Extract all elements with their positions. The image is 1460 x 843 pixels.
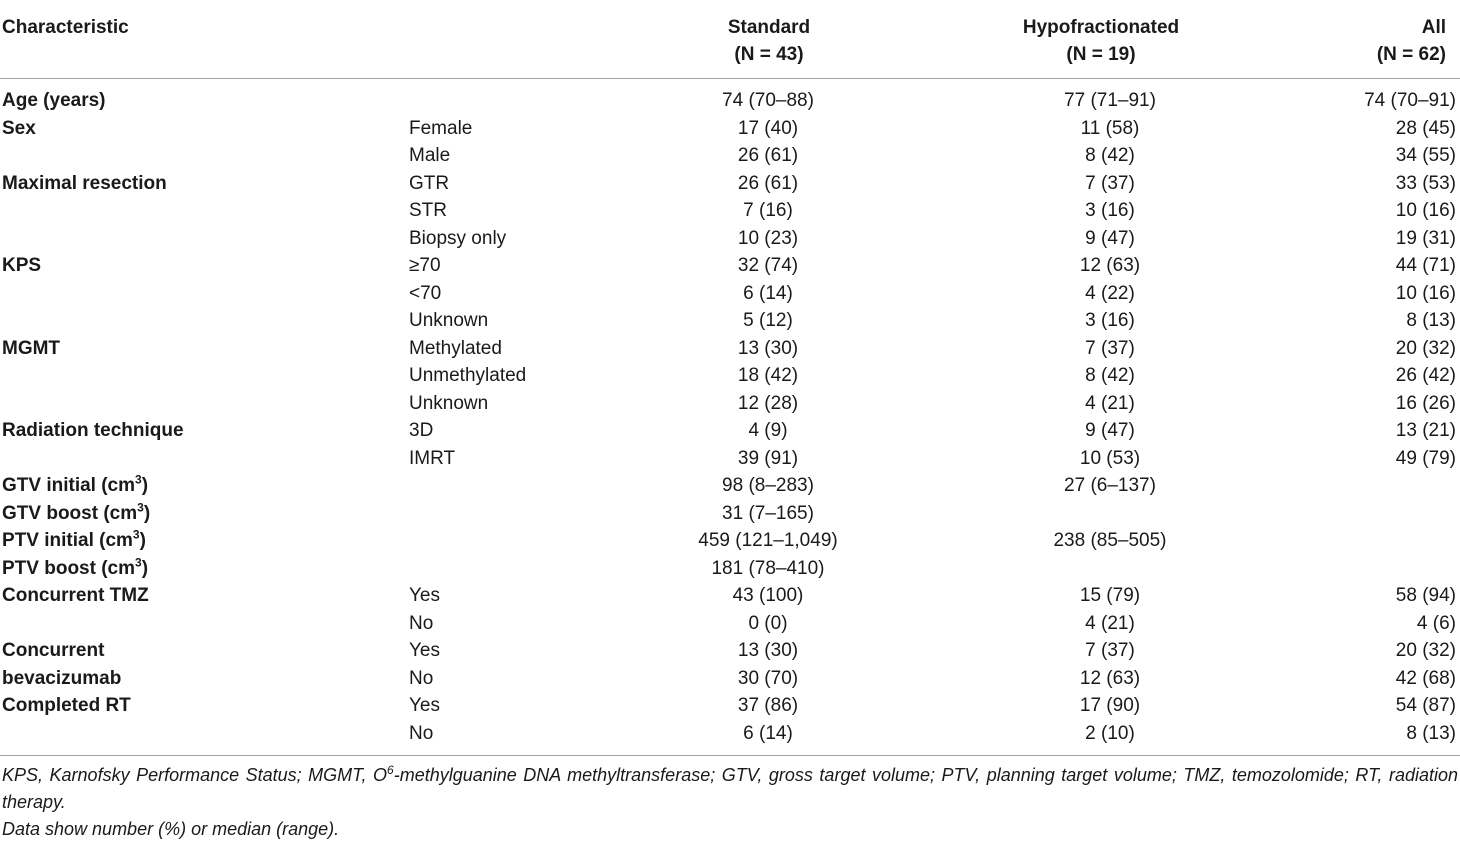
hypofractionated-value: 11 (58) <box>1080 117 1140 139</box>
characteristic-label: GTV boost (cm <box>2 502 138 524</box>
all-value: 26 (42) <box>1395 365 1456 386</box>
table-row <box>0 197 1460 225</box>
subcategory-cell: 3D <box>409 420 434 441</box>
hypofractionated-value: 17 (90) <box>1079 695 1141 716</box>
characteristic-cell <box>0 555 405 583</box>
header-standard-label: Standard <box>727 17 811 38</box>
abbrev-text-a: KPS, Karnofsky Performance Status; MGMT, O <box>2 765 388 785</box>
hypofractionated-value <box>920 555 1280 583</box>
table-row <box>0 335 1460 363</box>
characteristic-cell <box>0 252 405 280</box>
characteristic-label: Sex <box>2 117 36 139</box>
hypofractionated-value: 238 (85–505) <box>1053 530 1167 551</box>
hypofractionated-value: 12 (63) <box>1079 667 1141 689</box>
all-value: 8 (13) <box>1406 310 1456 331</box>
subcategory-cell <box>405 472 616 500</box>
characteristic-label-end: ) <box>141 475 149 496</box>
subcategory-cell: No <box>409 667 434 689</box>
hypofractionated-value: 3 (16) <box>1085 310 1135 331</box>
standard-value: 39 (91) <box>737 447 799 469</box>
header-all-label: All <box>1421 17 1446 38</box>
all-value: 74 (70–91) <box>1364 90 1456 111</box>
standard-value: 18 (42) <box>737 365 799 386</box>
characteristic-label: KPS <box>2 255 42 276</box>
all-value: 33 (53) <box>1395 172 1456 194</box>
hypofractionated-value <box>920 500 1280 528</box>
standard-value: 32 (74) <box>737 255 799 276</box>
characteristic-label: Concurrent <box>2 640 105 661</box>
subcategory-cell: Yes <box>409 695 440 716</box>
characteristic-cell <box>0 527 405 555</box>
all-value: 8 (13) <box>1406 722 1456 744</box>
characteristic-label: Maximal resection <box>2 172 167 194</box>
header-hypo-n: (N = 19) <box>1066 44 1136 65</box>
table-row <box>0 170 1460 198</box>
header-standard <box>616 2 920 79</box>
table-row <box>0 225 1460 253</box>
table-row <box>0 692 1460 720</box>
standard-value: 31 (7–165) <box>722 502 814 524</box>
all-value: 20 (32) <box>1395 337 1456 359</box>
standard-value: 17 (40) <box>737 117 799 139</box>
hypofractionated-value: 4 (21) <box>1085 612 1135 634</box>
header-characteristic: Characteristic <box>2 17 129 38</box>
all-value: 10 (16) <box>1395 200 1456 221</box>
characteristic-cell <box>0 500 405 528</box>
characteristic-cell <box>0 692 405 720</box>
characteristic-cell <box>0 610 405 638</box>
all-value: 20 (32) <box>1395 640 1456 661</box>
subcategory-cell <box>405 555 616 583</box>
standard-value: 181 (78–410) <box>711 557 825 579</box>
characteristic-label: MGMT <box>2 337 61 359</box>
characteristic-label-end: ) <box>143 502 151 524</box>
table-body <box>0 79 1460 756</box>
header-hypo-label: Hypofractionated <box>1022 17 1180 38</box>
all-value: 19 (31) <box>1395 227 1456 249</box>
standard-value: 12 (28) <box>737 392 799 414</box>
table-row <box>0 280 1460 308</box>
hypofractionated-value: 8 (42) <box>1085 365 1135 386</box>
all-value: 13 (21) <box>1395 420 1456 441</box>
characteristic-label: Completed RT <box>2 695 131 716</box>
table-row <box>0 637 1460 665</box>
characteristic-label: Concurrent TMZ <box>2 585 149 606</box>
table-row <box>0 417 1460 445</box>
characteristic-cell <box>0 362 405 390</box>
subcategory-cell <box>405 79 616 115</box>
all-value: 44 (71) <box>1395 255 1456 276</box>
characteristic-label-end: ) <box>141 557 149 579</box>
hypofractionated-value: 10 (53) <box>1079 447 1141 469</box>
abbrev-superscript: 6 <box>387 763 394 777</box>
standard-value: 26 (61) <box>737 145 799 166</box>
unit-superscript: 3 <box>137 500 144 515</box>
standard-value: 26 (61) <box>737 172 799 194</box>
characteristic-cell <box>0 637 405 665</box>
characteristic-label-end: ) <box>139 530 146 551</box>
characteristic-cell <box>0 170 405 198</box>
all-value: 4 (6) <box>1416 612 1456 634</box>
table-footnotes <box>2 762 1458 843</box>
characteristic-cell <box>0 307 405 335</box>
standard-value: 74 (70–88) <box>722 90 814 111</box>
table-row <box>0 720 1460 756</box>
standard-value: 0 (0) <box>748 612 788 634</box>
characteristic-cell <box>0 417 405 445</box>
all-value: 54 (87) <box>1395 695 1456 716</box>
all-value: 10 (16) <box>1395 282 1456 304</box>
hypofractionated-value: 4 (22) <box>1085 282 1135 304</box>
hypofractionated-value: 8 (42) <box>1085 145 1135 166</box>
subcategory-cell: Unmethylated <box>409 365 527 386</box>
hypofractionated-value: 27 (6–137) <box>1064 475 1156 496</box>
all-value <box>1280 555 1460 583</box>
table-row <box>0 362 1460 390</box>
all-value: 16 (26) <box>1395 392 1456 414</box>
standard-value: 459 (121–1,049) <box>698 530 838 551</box>
all-value <box>1280 500 1460 528</box>
standard-value: 37 (86) <box>737 695 799 716</box>
characteristic-cell <box>0 115 405 143</box>
subcategory-cell: Female <box>409 117 473 139</box>
characteristic-cell <box>0 225 405 253</box>
subcategory-cell: Male <box>409 145 451 166</box>
characteristic-cell <box>0 445 405 473</box>
subcategory-cell <box>405 500 616 528</box>
standard-value: 30 (70) <box>737 667 799 689</box>
all-value: 49 (79) <box>1395 447 1456 469</box>
table-row <box>0 390 1460 418</box>
table-row <box>0 79 1460 115</box>
characteristic-cell <box>0 335 405 363</box>
standard-value: 6 (14) <box>743 722 793 744</box>
subcategory-cell: Unknown <box>409 392 489 414</box>
hypofractionated-value: 7 (37) <box>1085 640 1135 661</box>
all-value <box>1280 527 1460 555</box>
patient-characteristics-table <box>0 2 1460 756</box>
subcategory-cell: ≥70 <box>409 255 441 276</box>
standard-value: 13 (30) <box>737 640 799 661</box>
characteristic-cell <box>0 472 405 500</box>
characteristic-label: Radiation technique <box>2 420 184 441</box>
standard-value: 13 (30) <box>737 337 799 359</box>
standard-value: 10 (23) <box>737 227 799 249</box>
subcategory-cell: Unknown <box>409 310 489 331</box>
standard-value: 5 (12) <box>743 310 793 331</box>
characteristic-label: GTV initial (cm <box>2 475 136 496</box>
header-standard-n: (N = 43) <box>734 44 804 65</box>
table-row <box>0 665 1460 693</box>
characteristic-label: Age (years) <box>2 90 106 111</box>
standard-value: 43 (100) <box>732 585 804 606</box>
standard-value: 98 (8–283) <box>722 475 814 496</box>
characteristic-cell <box>0 720 405 756</box>
hypofractionated-value: 9 (47) <box>1085 420 1135 441</box>
unit-superscript: 3 <box>132 527 140 542</box>
subcategory-cell <box>405 527 616 555</box>
standard-value: 7 (16) <box>743 200 793 221</box>
table-row <box>0 445 1460 473</box>
characteristic-label: PTV initial (cm <box>2 530 133 551</box>
subcategory-cell: Yes <box>409 640 440 661</box>
characteristic-label: PTV boost (cm <box>2 557 136 579</box>
table-row <box>0 142 1460 170</box>
subcategory-cell: Biopsy only <box>409 227 507 249</box>
subcategory-cell: No <box>409 722 434 744</box>
header-hypofractionated <box>920 2 1280 79</box>
subcategory-cell: Yes <box>409 585 440 606</box>
hypofractionated-value: 4 (21) <box>1085 392 1135 414</box>
header-row <box>0 2 1460 79</box>
table-row <box>0 610 1460 638</box>
subcategory-cell: Methylated <box>409 337 502 359</box>
unit-superscript: 3 <box>135 472 142 487</box>
hypofractionated-value: 7 (37) <box>1085 337 1135 359</box>
characteristic-cell <box>0 142 405 170</box>
data-note: Data show number (%) or median (range). <box>2 819 340 839</box>
characteristic-cell <box>0 280 405 308</box>
subcategory-cell: No <box>409 612 434 634</box>
characteristic-cell <box>0 197 405 225</box>
hypofractionated-value: 9 (47) <box>1085 227 1135 249</box>
characteristic-cell <box>0 79 405 115</box>
all-value: 58 (94) <box>1395 585 1456 606</box>
hypofractionated-value: 7 (37) <box>1085 172 1135 194</box>
subcategory-cell: <70 <box>409 282 442 304</box>
header-subcategory <box>405 2 616 79</box>
header-all-n: (N = 62) <box>1376 44 1446 65</box>
header-all <box>1280 2 1460 79</box>
all-value: 34 (55) <box>1395 145 1456 166</box>
table-row <box>0 115 1460 143</box>
table-row <box>0 307 1460 335</box>
characteristic-cell <box>0 582 405 610</box>
table-row <box>0 472 1460 500</box>
standard-value: 4 (9) <box>748 420 788 441</box>
unit-superscript: 3 <box>135 555 142 570</box>
characteristic-label: bevacizumab <box>2 667 122 689</box>
table-row <box>0 527 1460 555</box>
hypofractionated-value: 2 (10) <box>1085 722 1135 744</box>
subcategory-cell: GTR <box>409 172 450 194</box>
all-value: 42 (68) <box>1395 667 1456 689</box>
hypofractionated-value: 77 (71–91) <box>1064 90 1156 111</box>
all-value <box>1280 472 1460 500</box>
hypofractionated-value: 12 (63) <box>1079 255 1141 276</box>
characteristic-cell <box>0 665 405 693</box>
table-row <box>0 252 1460 280</box>
subcategory-cell: STR <box>409 200 447 221</box>
table-row <box>0 555 1460 583</box>
table-row <box>0 500 1460 528</box>
all-value: 28 (45) <box>1395 117 1456 139</box>
abbreviations-note <box>2 762 1458 816</box>
table-row <box>0 582 1460 610</box>
subcategory-cell: IMRT <box>409 447 456 469</box>
characteristic-cell <box>0 390 405 418</box>
hypofractionated-value: 15 (79) <box>1079 585 1141 606</box>
abbrev-text-b: -methylguanine DNA methyltransferase; GTV, gross target volume; PTV, planning target volume; TMZ, temozolomide; RT, radiation therapy. <box>2 765 1458 812</box>
standard-value: 6 (14) <box>743 282 793 304</box>
hypofractionated-value: 3 (16) <box>1085 200 1135 221</box>
